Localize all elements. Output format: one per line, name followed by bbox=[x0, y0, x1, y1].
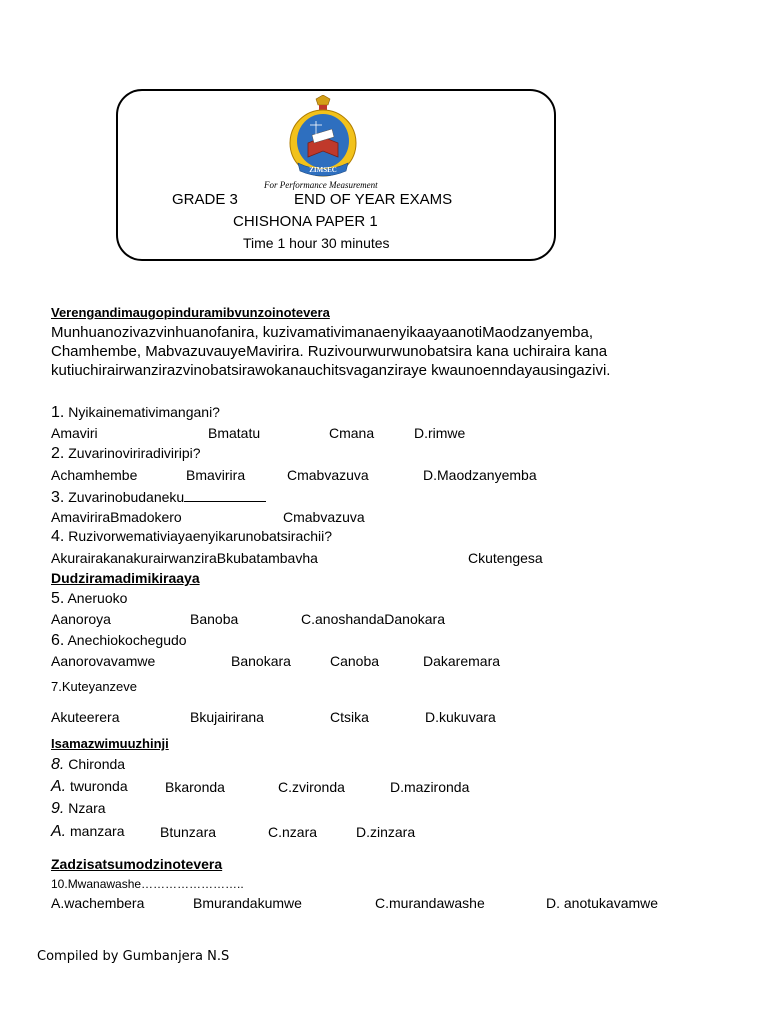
section-heading-2: Dudziramadimikiraaya bbox=[51, 570, 200, 586]
option-letter: A. bbox=[51, 823, 67, 840]
section-heading-4: Zadzisatsumodzinotevera bbox=[51, 856, 223, 872]
instructions-heading: Verengandimaugopinduramibvunzoinotevera bbox=[51, 305, 330, 320]
option: Dakaremara bbox=[423, 653, 501, 669]
option: Bmurandakumwe bbox=[193, 895, 302, 911]
option: Bkaronda bbox=[165, 779, 225, 795]
option: Canoba bbox=[330, 653, 380, 669]
question-number: 2. bbox=[51, 445, 65, 462]
option: D.mazironda bbox=[390, 779, 470, 795]
option-text: manzara bbox=[70, 823, 125, 839]
instructions-line-1: Munhuanozivazvinhuanofanira, kuzivamativimanaenyikaayaanotiMaodzanyemba, bbox=[51, 324, 593, 341]
zimsec-logo bbox=[286, 95, 360, 181]
option: Ckutengesa bbox=[468, 550, 543, 566]
question-number: 9. bbox=[51, 800, 65, 817]
option: C.anoshandaDanokara bbox=[301, 611, 445, 627]
option: Aanorovavamwe bbox=[51, 653, 156, 669]
option: Amaviri bbox=[51, 425, 98, 441]
option: Btunzara bbox=[160, 824, 217, 840]
option: D.rimwe bbox=[414, 425, 466, 441]
option: Ctsika bbox=[330, 709, 369, 725]
question-number: 6. bbox=[51, 632, 65, 649]
question-text: Nyikainemativimangani? bbox=[68, 404, 220, 420]
option: D.Maodzanyemba bbox=[423, 467, 537, 483]
question-number: 5. bbox=[51, 590, 65, 607]
option: Akuteerera bbox=[51, 709, 120, 725]
option: D.zinzara bbox=[356, 824, 416, 840]
question-text: Chironda bbox=[68, 756, 126, 772]
question-number: 8. bbox=[51, 756, 65, 773]
question-number: 10. bbox=[51, 877, 68, 891]
option: AkurairakanakurairwanziraBkubatambavha bbox=[51, 550, 318, 566]
option bbox=[51, 823, 124, 841]
question-10 bbox=[51, 877, 244, 891]
question-text: Zuvarinobudaneku bbox=[68, 489, 185, 505]
option: C.zvironda bbox=[278, 779, 345, 795]
answer-blank bbox=[184, 487, 266, 502]
section-heading-3: Isamazwimuuzhinji bbox=[51, 736, 169, 751]
option: Bmavirira bbox=[186, 467, 246, 483]
question-7 bbox=[51, 679, 137, 694]
option: Banokara bbox=[231, 653, 291, 669]
logo-text: ZIMSEC bbox=[309, 166, 337, 174]
option: Aanoroya bbox=[51, 611, 111, 627]
logo-tagline: For Performance Measurement bbox=[264, 180, 378, 190]
question-text: Anechiokochegudo bbox=[67, 632, 187, 648]
exam-title: END OF YEAR EXAMS bbox=[294, 191, 453, 208]
question-text: Zuvarinoviriradiviripi? bbox=[68, 445, 201, 461]
option: C.murandawashe bbox=[375, 895, 485, 911]
grade-label: GRADE 3 bbox=[172, 191, 238, 208]
question-3 bbox=[51, 487, 266, 507]
question-5 bbox=[51, 590, 127, 608]
option-letter: A. bbox=[51, 778, 67, 795]
exam-duration: Time 1 hour 30 minutes bbox=[243, 235, 390, 251]
option: C.nzara bbox=[268, 824, 318, 840]
option: Cmabvazuva bbox=[287, 467, 369, 483]
question-4 bbox=[51, 528, 332, 546]
instructions-line-3: kutiuchirairwanzirazvinobatsirawokanauchitsvaganziraye kwaunoenndayausingazivi. bbox=[51, 362, 611, 379]
question-number: 3. bbox=[51, 489, 65, 506]
question-9 bbox=[51, 800, 106, 818]
question-6 bbox=[51, 632, 187, 650]
option: Bmatatu bbox=[208, 425, 261, 441]
question-text: Nzara bbox=[68, 800, 106, 816]
option-text: twuronda bbox=[70, 778, 128, 794]
instructions-line-2: Chamhembe, MabvazuvauyeMavirira. Ruzivourwurwunobatsira kana uchiraira kana bbox=[51, 343, 608, 360]
paper-title: CHISHONA PAPER 1 bbox=[233, 213, 378, 230]
option: Cmabvazuva bbox=[283, 509, 365, 525]
question-number: 1. bbox=[51, 404, 65, 421]
question-number: 7. bbox=[51, 679, 62, 694]
question-text: Aneruoko bbox=[67, 590, 128, 606]
question-8 bbox=[51, 756, 125, 774]
option: D.kukuvara bbox=[425, 709, 496, 725]
option bbox=[51, 778, 128, 796]
compiler-credit: Compiled by Gumbanjera N.S bbox=[37, 949, 230, 964]
question-text: Kuteyanzeve bbox=[61, 679, 138, 694]
option: A.wachembera bbox=[51, 895, 145, 911]
question-text: Ruzivorwemativiayaenyikarunobatsirachii? bbox=[68, 528, 333, 544]
option: Bkujairirana bbox=[190, 709, 264, 725]
option: Achamhembe bbox=[51, 467, 138, 483]
option: AmaviriraBmadokero bbox=[51, 509, 182, 525]
question-text: Mwanawashe…………………….. bbox=[67, 877, 244, 891]
option: Cmana bbox=[329, 425, 375, 441]
option: D. anotukavamwe bbox=[546, 895, 659, 911]
question-number: 4. bbox=[51, 528, 65, 545]
option: Banoba bbox=[190, 611, 239, 627]
question-1 bbox=[51, 404, 220, 422]
question-2 bbox=[51, 445, 201, 463]
